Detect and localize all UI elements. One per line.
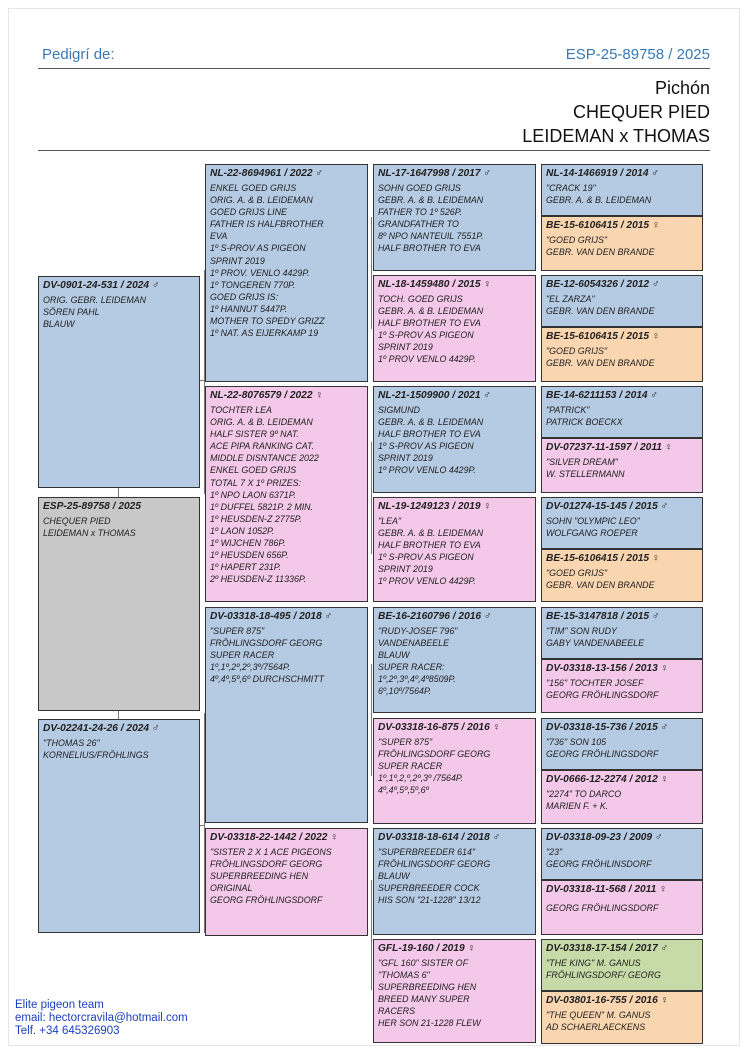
box-line: SIGMUND	[378, 405, 420, 415]
box-line: GOED GRIJS IS:	[210, 291, 279, 302]
box-line: 1º,1º,2º,2º,3º/7564P.	[210, 662, 291, 673]
box-line: GEBR. VAN DEN BRANDE	[546, 580, 655, 591]
box-line: PATRICK BOECKX	[546, 417, 623, 428]
box-line: 1º WIJCHEN 786P.	[210, 538, 286, 549]
box-line: "THE QUEEN" M. GANUS	[546, 1010, 651, 1020]
pedigree-box-fmm[interactable]	[373, 497, 536, 602]
box-line: "PATRICK"	[546, 405, 590, 415]
connector	[371, 442, 372, 554]
box-line: GRANDFATHER TO	[378, 219, 459, 230]
box-title: ESP-25-89758 / 2025	[43, 501, 141, 512]
pedigree-box-g14[interactable]	[541, 880, 703, 935]
connector	[371, 880, 372, 990]
pedigree-box-mmf[interactable]	[373, 828, 536, 935]
pedigree-box-g16[interactable]	[541, 991, 703, 1044]
female-symbol-icon: ♀	[660, 995, 669, 1006]
box-line: ORIG. GEBR. LEIDEMAN	[43, 295, 147, 305]
female-symbol-icon: ♀	[467, 943, 476, 954]
box-title: DV-0901-24-531 / 2024 ♂	[43, 280, 160, 291]
box-line: 1º PROV VENLO 4429P.	[378, 354, 476, 365]
box-title: DV-03318-16-875 / 2016 ♀	[378, 722, 501, 733]
header-rule	[38, 68, 710, 69]
male-symbol-icon: ♂	[651, 279, 660, 290]
box-line: SOHN GOED GRIJS	[378, 183, 461, 193]
box-line: 1º HAPERT 231P.	[210, 562, 281, 573]
pedigree-box-g11[interactable]	[541, 718, 703, 770]
box-line: 1º S-PROV AS PIGEON	[378, 330, 474, 341]
box-title: NL-18-1459480 / 2015 ♀	[378, 279, 491, 290]
box-line: "THOMAS 6"	[378, 970, 430, 981]
box-line: SUPERBREEDING HEN	[378, 982, 477, 993]
box-line: TOCHTER LEA	[210, 405, 272, 415]
box-line: SPRINT 2019	[210, 255, 265, 266]
box-line: ACE PIPA RANKING CAT.	[210, 441, 315, 452]
box-line: TOCH. GOED GRIJS	[378, 294, 463, 304]
pedigree-box-g4[interactable]	[541, 327, 703, 382]
box-line: 4º,4º,5º,5º,6º	[378, 785, 429, 796]
box-title: BE-15-6106415 / 2015 ♀	[546, 553, 660, 564]
box-title: NL-22-8694961 / 2022 ♂	[210, 168, 323, 179]
team-name: Elite pigeon team	[15, 999, 104, 1011]
header-ring-number: ESP-25-89758 / 2025	[565, 46, 710, 63]
female-symbol-icon: ♀	[651, 220, 660, 231]
male-symbol-icon: ♂	[324, 611, 333, 622]
pedigree-box-ff[interactable]	[205, 164, 368, 382]
box-line: HALF BROTHER TO EVA	[378, 243, 481, 254]
female-symbol-icon: ♀	[492, 722, 501, 733]
title-rule	[38, 150, 710, 151]
box-line: FRÖHLINGSDORF/ GEORG	[546, 970, 661, 981]
box-line: HER SON 21-1228 FLEW	[378, 1018, 481, 1029]
pedigree-box-mmm[interactable]	[373, 939, 536, 1043]
box-title: DV-02241-24-26 / 2024 ♂	[43, 723, 160, 734]
box-line: FRÖHLINGSDORF GEORG	[210, 638, 323, 649]
box-line: 1º DUFFEL 5821P. 2 MIN.	[210, 501, 314, 512]
pedigree-box-g13[interactable]	[541, 828, 703, 880]
box-line: "156" TOCHTER JOSEF	[546, 678, 644, 688]
box-line: "THOMAS 26"	[43, 738, 100, 748]
pedigree-box-g3[interactable]	[541, 275, 703, 327]
box-line: "GOED GRIJS"	[546, 346, 608, 356]
pedigree-box-g5[interactable]	[541, 386, 703, 438]
box-line: GEBR. A. & B. LEIDEMAN	[378, 306, 484, 317]
box-line: "SUPER 875"	[378, 737, 433, 747]
female-symbol-icon: ♀	[660, 663, 669, 674]
female-symbol-icon: ♀	[660, 774, 669, 785]
pedigree-box-g7[interactable]	[541, 497, 703, 549]
male-symbol-icon: ♂	[315, 168, 323, 179]
box-title: DV-03318-13-156 / 2013 ♀	[546, 663, 669, 674]
box-line: 1º PROV VENLO 4429P.	[378, 576, 476, 587]
box-title: NL-14-1466919 / 2014 ♂	[546, 168, 659, 179]
box-line: VANDENABEELE	[378, 638, 450, 649]
male-symbol-icon: ♂	[483, 168, 491, 179]
pedigree-box-mm[interactable]	[205, 828, 368, 936]
box-line: 1º HEUSDEN-Z 2775P.	[210, 513, 302, 524]
male-symbol-icon: ♂	[654, 832, 663, 843]
box-line: GEORG FRÖHLINGSDORF	[210, 895, 323, 906]
pedigree-box-fm[interactable]	[205, 386, 368, 602]
box-line: BREED MANY SUPER	[378, 994, 470, 1005]
box-line: ORIG. A. & B. LEIDEMAN	[210, 417, 313, 428]
box-line: 8º NPO NANTEUIL 7551P.	[378, 231, 484, 242]
female-symbol-icon: ♀	[664, 442, 673, 453]
box-line: SUPERBREEDER COCK	[378, 883, 480, 894]
box-line: ENKEL GOED GRIJS	[210, 465, 297, 476]
box-line: GOED GRIJS LINE	[210, 207, 287, 218]
box-title: DV-03318-17-154 / 2017 ♂	[546, 943, 669, 954]
box-title: DV-03318-09-23 / 2009 ♂	[546, 832, 663, 843]
pedigree-box-mother[interactable]	[38, 719, 200, 933]
pedigree-box-father[interactable]	[38, 276, 200, 488]
box-line: 1º PROV. VENLO 4429P.	[210, 267, 310, 278]
pedigree-box-mf[interactable]	[205, 607, 368, 823]
box-line: 1º NPO LAON 6371P.	[210, 489, 296, 500]
pedigree-box-mff[interactable]	[373, 607, 536, 713]
female-symbol-icon: ♀	[315, 390, 323, 401]
box-line: FRÖHLINGSDORF GEORG	[378, 749, 491, 760]
box-line: FATHER IS HALFBROTHER	[210, 219, 324, 230]
pigeon-color: CHEQUER PIED	[572, 102, 710, 122]
box-line: "736" SON 105	[546, 737, 607, 747]
box-line: "THE KING" M. GANUS	[546, 958, 641, 968]
box-title: DV-01274-15-145 / 2015 ♂	[546, 501, 669, 512]
box-line: SPRINT 2019	[378, 342, 433, 353]
box-title: DV-0666-12-2274 / 2012 ♀	[546, 774, 669, 785]
box-title: DV-03318-15-736 / 2015 ♂	[546, 722, 669, 733]
box-line: SPRINT 2019	[378, 453, 433, 464]
box-line: "LEA"	[378, 516, 402, 526]
connector	[118, 711, 119, 719]
contact-phone[interactable]: Telf. +34 645326903	[15, 1025, 120, 1037]
box-line: MOTHER TO SPEDY GRIZZ	[210, 316, 325, 327]
box-line: "GOED GRIJS"	[546, 235, 608, 245]
male-symbol-icon: ♂	[151, 280, 160, 291]
box-line: RACERS	[378, 1006, 415, 1017]
pedigree-box-mfm[interactable]	[373, 718, 536, 824]
box-line: SUPER RACER	[378, 761, 443, 772]
box-line: BLAUW	[378, 650, 410, 661]
box-title: DV-03318-18-614 / 2018 ♂	[378, 832, 501, 843]
box-line: "EL ZARZA"	[546, 294, 595, 304]
box-title: DV-03801-16-755 / 2016 ♀	[546, 995, 669, 1006]
box-line: "TIM" SON RUDY	[546, 626, 617, 636]
box-line: "RUDY-JOSEF 796"	[378, 626, 458, 636]
box-line: CHEQUER PIED	[43, 516, 111, 526]
box-line: ORIG. A. & B. LEIDEMAN	[210, 195, 313, 206]
box-line: W. STELLERMANN	[546, 469, 625, 480]
box-title: BE-14-6211153 / 2014 ♂	[546, 390, 659, 401]
box-title: NL-21-1509900 / 2021 ♂	[378, 390, 491, 401]
box-line: AD SCHAERLAECKENS	[546, 1022, 646, 1033]
box-line: 1º NAT. AS EIJERKAMP 19	[210, 328, 319, 339]
male-symbol-icon: ♂	[483, 611, 492, 622]
pedigree-box-g2[interactable]	[541, 216, 703, 271]
box-line: ORIGINAL	[210, 883, 253, 894]
box-line: ENKEL GOED GRIJS	[210, 183, 297, 193]
box-line: "2274" TO DARCO	[546, 789, 622, 799]
pedigree-box-g12[interactable]	[541, 770, 703, 824]
box-line: FRÖHLINGSDORF GEORG	[210, 859, 323, 870]
box-line: 1º PROV VENLO 4429P.	[378, 465, 476, 476]
box-line: "SUPERBREEDER 614"	[378, 847, 476, 857]
pedigree-box-g10[interactable]	[541, 659, 703, 713]
female-symbol-icon: ♀	[651, 331, 660, 342]
box-line: GEORG FRÖHLINGSDORF	[546, 690, 659, 701]
box-line: "23"	[546, 847, 563, 857]
box-line: SUPER RACER	[210, 650, 275, 661]
box-title: NL-17-1647998 / 2017 ♂	[378, 168, 491, 179]
male-symbol-icon: ♂	[660, 501, 669, 512]
box-line: 1º HANNUT 5447P.	[210, 303, 288, 314]
box-line: GEORG FRÖHLINSDORF	[546, 859, 652, 870]
box-title: DV-03318-18-495 / 2018 ♂	[210, 611, 333, 622]
contact-email[interactable]: email: hectorcravila@hotmail.com	[15, 1012, 188, 1024]
contact-footer	[15, 999, 188, 1038]
male-symbol-icon: ♂	[660, 722, 669, 733]
box-title: BE-16-2160796 / 2016 ♂	[378, 611, 492, 622]
box-line: GEBR. VAN DEN BRANDE	[546, 358, 655, 369]
box-line: HALF SISTER 9º NAT.	[210, 429, 299, 440]
female-symbol-icon: ♀	[483, 279, 491, 290]
box-title: NL-19-1249123 / 2019 ♀	[378, 501, 491, 512]
box-line: HALF BROTHER TO EVA	[378, 540, 481, 551]
box-line: GEORG FRÖHLINGSDORF	[546, 903, 659, 913]
box-line: 1º,1º,2,º,2º,3º /7564P.	[378, 773, 464, 784]
box-line: "GOED GRIJS"	[546, 568, 608, 578]
box-line: GEBR. A. & B. LEIDEMAN	[378, 417, 484, 428]
box-title: DV-03318-11-568 / 2011 ♀	[546, 884, 667, 895]
box-line: HALF BROTHER TO EVA	[378, 318, 481, 329]
pedigree-box-fff[interactable]	[373, 164, 536, 271]
box-line: GEORG FRÖHLINGSDORF	[546, 749, 659, 760]
box-title: BE-12-6054326 / 2012 ♂	[546, 279, 660, 290]
pigeon-title-block	[522, 76, 710, 148]
box-line: 6º,10º/7564P.	[378, 686, 432, 697]
box-line: GEBR. A. & B. LEIDEMAN	[546, 195, 652, 206]
box-line: MARIEN F. + K.	[546, 801, 609, 812]
pigeon-age-class: Pichón	[654, 78, 710, 98]
pedigree-box-fmf[interactable]	[373, 386, 536, 493]
box-line: GEBR. VAN DEN BRANDE	[546, 247, 655, 258]
connector	[371, 664, 372, 776]
box-title: NL-22-8076579 / 2022 ♀	[210, 390, 323, 401]
box-line: 1º TONGEREN 770P.	[210, 279, 296, 290]
connector	[118, 487, 119, 497]
box-line: SUPER RACER:	[378, 662, 445, 673]
box-line: 1º,2º,3º,4º,4º8509P.	[378, 674, 456, 685]
box-line: 2º HEUSDEN-Z 11336P.	[210, 574, 307, 585]
box-line: FATHER TO 1º 526P.	[378, 207, 462, 218]
box-line: MIDDLE DISNTANCE 2022	[210, 453, 319, 464]
connector	[371, 217, 372, 329]
box-line: BLAUW	[378, 871, 410, 882]
box-line: 1º S-PROV AS PIGEON	[378, 552, 474, 563]
box-line: GABY VANDENABEELE	[546, 638, 644, 649]
female-symbol-icon: ♀	[651, 553, 660, 564]
box-line: BLAUW	[43, 319, 75, 330]
box-line: GEBR. VAN DEN BRANDE	[546, 306, 655, 317]
box-title: BE-15-3147818 / 2015 ♂	[546, 611, 660, 622]
box-line: "GFL 160" SISTER OF	[378, 958, 468, 968]
box-line: SÖREN PAHL	[43, 307, 100, 318]
box-line: LEIDEMAN x THOMAS	[43, 528, 136, 539]
male-symbol-icon: ♂	[151, 723, 160, 734]
male-symbol-icon: ♂	[483, 390, 491, 401]
pedigree-box-ffm[interactable]	[373, 275, 536, 382]
box-line: HALF BROTHER TO EVA	[378, 429, 481, 440]
box-line: 1º S-PROV AS PIGEON	[210, 243, 306, 254]
box-line: "CRACK 19"	[546, 183, 596, 193]
female-symbol-icon: ♀	[483, 501, 491, 512]
male-symbol-icon: ♂	[492, 832, 501, 843]
male-symbol-icon: ♂	[660, 943, 669, 954]
box-line: GEBR. A. & B. LEIDEMAN	[378, 195, 484, 206]
pedigree-box-g1[interactable]	[541, 164, 703, 216]
pedigree-label: Pedigrí de:	[42, 46, 115, 63]
box-line: SPRINT 2019	[378, 564, 433, 575]
box-line: HIS SON "21-1228" 13/12	[378, 895, 481, 906]
box-line: SOHN "OLYMPIC LEO"	[546, 516, 640, 526]
box-line: KORNELIUS/FRÖHLINGS	[43, 750, 149, 761]
box-title: DV-07237-11-1597 / 2011 ♀	[546, 442, 673, 453]
box-line: 1º LAON 1052P.	[210, 525, 275, 536]
pedigree-box-g15[interactable]	[541, 939, 703, 991]
pigeon-cross: LEIDEMAN x THOMAS	[522, 126, 710, 146]
box-line: 4º,4º,5º,6º DURCHSCHMITT	[210, 674, 325, 685]
box-line: FRÖHLINGSDORF GEORG	[378, 859, 491, 870]
box-title: BE-15-6106415 / 2015 ♀	[546, 331, 660, 342]
box-line: 1º S-PROV AS PIGEON	[378, 441, 474, 452]
female-symbol-icon: ♀	[330, 832, 338, 843]
box-line: "SUPER 875"	[210, 626, 265, 636]
box-title: DV-03318-22-1442 / 2022 ♀	[210, 832, 338, 843]
box-line: GEBR. A. & B. LEIDEMAN	[378, 528, 484, 539]
box-line: 1º HEUSDEN 656P.	[210, 550, 289, 561]
pedigree-box-subject[interactable]	[38, 497, 200, 711]
box-line: EVA	[210, 231, 228, 242]
female-symbol-icon: ♀	[659, 884, 667, 895]
box-line: "SISTER 2 X 1 ACE PIGEONS	[210, 847, 332, 857]
box-line: SUPERBREEDING HEN	[210, 871, 309, 882]
male-symbol-icon: ♂	[651, 168, 659, 179]
pedigree-box-g8[interactable]	[541, 549, 703, 602]
male-symbol-icon: ♂	[651, 611, 660, 622]
pedigree-box-g6[interactable]	[541, 438, 703, 493]
box-line: TOTAL 7 X 1º PRIZES:	[210, 477, 302, 488]
box-line: "SILVER DREAM"	[546, 457, 618, 467]
pedigree-box-g9[interactable]	[541, 607, 703, 659]
box-title: BE-15-6106415 / 2015 ♀	[546, 220, 660, 231]
male-symbol-icon: ♂	[650, 390, 659, 401]
box-line: WOLFGANG ROEPER	[546, 528, 638, 539]
box-title: GFL-19-160 / 2019 ♀	[378, 943, 476, 954]
